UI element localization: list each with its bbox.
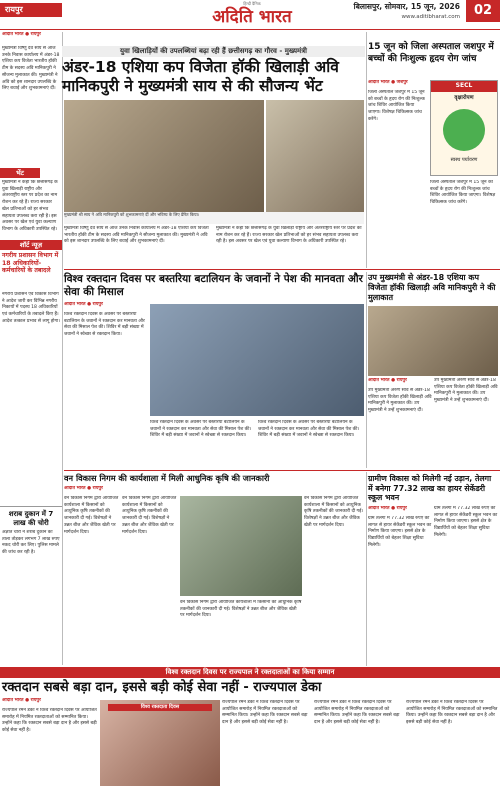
divider bbox=[64, 470, 500, 471]
forest-body-col2: वन विकास निगम द्वारा आयोजित कार्यशाला में किसानों को आधुनिक कृषि तकनीकों की जानकारी दी गई। विशेषज्ञों ने उन्नत बीज और जैविक खेती पर मार्गदर्शन दिया। bbox=[122, 496, 177, 535]
shortnews-title: नगरीय प्रशासन विभाग में 18 अधिकारियों-कर्मचारियों के तबादले bbox=[2, 252, 59, 275]
jashpur-body: जिला अस्पताल जशपुर में 15 जून को बच्चों के हृदय रोग की निःशुल्क जांच शिविर आयोजित किया जाएगा। विशेषज्ञ चिकित्सक जांच करेंगे। bbox=[368, 90, 425, 122]
masthead[interactable] bbox=[182, 1, 322, 27]
divider bbox=[64, 269, 500, 270]
page-header bbox=[0, 0, 500, 30]
shortnews-head: शॉर्ट न्यूज़ bbox=[0, 240, 62, 250]
forest-body-col3: वन विकास निगम द्वारा आयोजित कार्यशाला में किसानों को आधुनिक कृषि तकनीकों की जानकारी दी गई। विशेषज्ञों ने उन्नत बीज और जैविक खेती पर मार्गदर्शन दिया। bbox=[180, 600, 302, 619]
bottom-body-col1: राज्यपाल रमेन डेका ने विश्व रक्तदान दिवस पर आयोजित समारोह में नियमित रक्तदाताओं को सम्मानित किया। उन्होंने कहा कि रक्तदान सबसे बड़ा दान है और इससे बड़ी कोई सेवा नहीं है। bbox=[2, 708, 97, 734]
advertisement[interactable] bbox=[430, 80, 498, 176]
theft-title: शराब दुकान में 7 लाख की चोरी bbox=[8, 510, 54, 527]
column-rule bbox=[366, 32, 367, 268]
column-rule bbox=[62, 32, 63, 665]
shortnews-body: नगरीय प्रशासन एवं विकास विभाग ने आदेश जारी कर विभिन्न नगरीय निकायों में पदस्थ 18 अधिकारियों एवं कर्मचारियों के तबादले किए हैं। आदेश तत्काल प्रभाव से लागू होगा। bbox=[2, 292, 60, 324]
lead-caption: मुख्यमंत्री श्री साय ने अवि मानिकपुरी को शुभकामनाएं दीं और भविष्य के लिए प्रेरित किया। bbox=[64, 212, 364, 224]
forest-photo[interactable] bbox=[180, 496, 302, 596]
forest-body-col4: वन विकास निगम द्वारा आयोजित कार्यशाला में किसानों को आधुनिक कृषि तकनीकों की जानकारी दी गई। विशेषज्ञों ने उन्नत बीज और जैविक खेती पर मार्गदर्शन दिया। bbox=[304, 496, 364, 528]
lead-photo-2[interactable] bbox=[266, 100, 364, 212]
lead-kicker: युवा खिलाड़ियों की उपलब्धियां बढ़ा रही हैं छत्तीसगढ़ का गौरव - मुख्यमंत्री bbox=[62, 46, 365, 57]
masthead-logo: अदिति भारत bbox=[212, 6, 292, 27]
bottom-body-col2: राज्यपाल रमेन डेका ने विश्व रक्तदान दिवस पर आयोजित समारोह में नियमित रक्तदाताओं को सम्मानित किया। उन्होंने कहा कि रक्तदान सबसे बड़ा दान है और इससे बड़ी कोई सेवा नहीं है। bbox=[222, 700, 308, 726]
rural-headline[interactable]: ग्रामीण विकास को मिलेगी नई उड़ान, तेलगा में बनेगा 77.32 लाख का हायर सेकेंडरी स्कूल भवन bbox=[368, 474, 492, 503]
dateline bbox=[354, 2, 460, 22]
bottom-kicker: विश्व रक्तदान दिवस पर राज्यपाल ने रक्तदाताओं का किया सम्मान bbox=[0, 667, 500, 678]
forest-headline[interactable]: वन विकास निगम की कार्यशाला में मिली आधुनिक कृषि की जानकारी bbox=[64, 473, 270, 483]
banner-text: विश्व रक्तदाता दिवस bbox=[108, 704, 212, 711]
city-label: रायपुर bbox=[0, 3, 62, 17]
bottom-byline: अदिति भारत ● रायपुर bbox=[2, 698, 41, 703]
lead-photo[interactable] bbox=[64, 100, 264, 212]
forest-byline: अदिति भारत ● रायपुर bbox=[64, 486, 103, 491]
bottom-body-col3: राज्यपाल रमेन डेका ने विश्व रक्तदान दिवस पर आयोजित समारोह में नियमित रक्तदाताओं को सम्मानित किया। उन्होंने कहा कि रक्तदान सबसे बड़ा दान है और इससे बड़ी कोई सेवा नहीं है। bbox=[314, 700, 400, 726]
lead-headline[interactable]: अंडर-18 एशिया कप विजेता हॉकी खिलाड़ी अवि मानिकपुरी ने मुख्यमंत्री साय से की सौजन्य भेंट bbox=[62, 58, 339, 95]
jashpur-headline[interactable]: 15 जून को जिला अस्पताल जशपुर में बच्चों की निःशुल्क हृदय रोग जांच bbox=[368, 42, 494, 64]
rural-body-2: ग्राम तेलगा में 77.32 लाख रुपए की लागत से हायर सेकेंडरी स्कूल भवन का निर्माण किया जाएगा। इससे क्षेत्र के विद्यार्थियों को बेहतर शिक्षा सुविधा मिलेगी। bbox=[434, 506, 498, 538]
jashpur-body-2: जिला अस्पताल जशपुर में 15 जून को बच्चों के हृदय रोग की निःशुल्क जांच शिविर आयोजित किया जाएगा। विशेषज्ञ चिकित्सक जांच करेंगे। bbox=[430, 180, 496, 206]
blood-body-col3: विश्व रक्तदान दिवस के अवसर पर बस्तरिया बटालियन के जवानों ने रक्तदान कर मानवता और सेवा की मिसाल पेश की। शिविर में बड़ी संख्या में जवानों ने स्वेच्छा से रक्तदान किया। bbox=[258, 420, 360, 439]
issue-date: बिलासपुर, सोमवार, 15 जून, 2026 bbox=[353, 2, 460, 11]
tree-icon bbox=[443, 109, 485, 151]
column-rule bbox=[366, 472, 367, 666]
lead-subhead: भेंट bbox=[0, 168, 40, 178]
blood-headline[interactable]: विश्व रक्तदान दिवस पर बस्तरिया बटालियन के जवानों ने पेश की मानवता और सेवा की मिसाल bbox=[64, 273, 363, 298]
deputy-cm-photo[interactable] bbox=[368, 306, 498, 376]
website-link[interactable]: www.aditibharat.com bbox=[401, 14, 460, 20]
deputy-cm-byline: अदिति भारत ● रायपुर bbox=[368, 378, 407, 383]
lead-left-cont: मुख्यमंत्री ने कहा कि छत्तीसगढ़ के युवा खिलाड़ी राष्ट्रीय और अंतरराष्ट्रीय स्तर पर प्रदेश का नाम रोशन कर रहे हैं। राज्य सरकार खेल प्रतिभाओं को हर संभव सहायता उपलब्ध करा रही है। इस अवसर पर खेल एवं युवा कल्याण विभाग के अधिकारी उपस्थित रहे। bbox=[2, 180, 58, 232]
bottom-headline[interactable]: रक्तदान सबसे बड़ा दान, इससे बड़ी कोई सेवा नहीं - राज्यपाल डेका bbox=[2, 680, 322, 695]
ad-subtitle: वृक्षारोपण bbox=[454, 94, 474, 101]
blood-byline: अदिति भारत ● रायपुर bbox=[64, 302, 103, 307]
jashpur-byline: अदिति भारत ● जशपुर bbox=[368, 80, 408, 85]
deputy-cm-body-1: उप मुख्यमंत्री अरुण साव से अंडर-18 एशिया कप विजेता हॉकी खिलाड़ी अवि मानिकपुरी ने मुलाकात की। उप मुख्यमंत्री ने उन्हें शुभकामनाएं दीं। bbox=[368, 388, 432, 414]
bottom-body-col4: राज्यपाल रमेन डेका ने विश्व रक्तदान दिवस पर आयोजित समारोह में नियमित रक्तदाताओं को सम्मानित किया। उन्होंने कहा कि रक्तदान सबसे बड़ा दान है और इससे बड़ी कोई सेवा नहीं है। bbox=[406, 700, 498, 726]
forest-body-col1: वन विकास निगम द्वारा आयोजित कार्यशाला में किसानों को आधुनिक कृषि तकनीकों की जानकारी दी गई। विशेषज्ञों ने उन्नत बीज और जैविक खेती पर मार्गदर्शन दिया। bbox=[64, 496, 119, 535]
bottom-photo[interactable] bbox=[100, 700, 220, 786]
divider bbox=[0, 506, 62, 507]
lead-left-text: मुख्यमंत्री विष्णु देव साय से आज उनके निवास कार्यालय में अंडर-18 एशिया कप विजेता भारतीय हॉकी टीम के सदस्य अवि मानिकपुरी ने सौजन्य मुलाकात की। मुख्यमंत्री ने अवि को इस शानदार उपलब्धि के लिए बधाई और शुभकामनाएं दीं। bbox=[2, 46, 60, 92]
deputy-cm-headline[interactable]: उप मुख्यमंत्री से अंडर-18 एशिया कप विजेता हॉकी खिलाड़ी अवि मानिकपुरी ने की मुलाकात bbox=[368, 273, 496, 302]
page-number: 02 bbox=[466, 0, 500, 22]
deputy-cm-body-2: उप मुख्यमंत्री अरुण साव से अंडर-18 एशिया कप विजेता हॉकी खिलाड़ी अवि मानिकपुरी ने मुलाकात की। उप मुख्यमंत्री ने उन्हें शुभकामनाएं दीं। bbox=[434, 378, 498, 404]
ad-title: SECL bbox=[431, 81, 497, 92]
masthead-tagline: हिन्दी दैनिक bbox=[243, 1, 261, 6]
ad-text: स्वस्थ पर्यावरण bbox=[450, 156, 478, 163]
blood-body-col2: विश्व रक्तदान दिवस के अवसर पर बस्तरिया बटालियन के जवानों ने रक्तदान कर मानवता और सेवा की मिसाल पेश की। शिविर में बड़ी संख्या में जवानों ने स्वेच्छा से रक्तदान किया। bbox=[150, 420, 252, 439]
blood-photo[interactable] bbox=[150, 304, 364, 416]
lead-body-col1: मुख्यमंत्री विष्णु देव साय से आज उनके निवास कार्यालय में अंडर-18 एशिया कप विजेता भारतीय हॉकी टीम के सदस्य अवि मानिकपुरी ने सौजन्य मुलाकात की। मुख्यमंत्री ने अवि को इस शानदार उपलब्धि के लिए बधाई और शुभकामनाएं दीं। bbox=[64, 226, 209, 245]
lead-body-col2: मुख्यमंत्री ने कहा कि छत्तीसगढ़ के युवा खिलाड़ी राष्ट्रीय और अंतरराष्ट्रीय स्तर पर प्रदेश का नाम रोशन कर रहे हैं। राज्य सरकार खेल प्रतिभाओं को हर संभव सहायता उपलब्ध करा रही है। इस अवसर पर खेल एवं युवा कल्याण विभाग के अधिकारी उपस्थित रहे। bbox=[216, 226, 362, 245]
theft-body: अज्ञात चोरों ने शराब दुकान का ताला तोड़कर लगभग 7 लाख रुपए नकद चोरी कर लिए। पुलिस मामले की जांच कर रही है। bbox=[2, 530, 60, 556]
rural-byline: अदिति भारत ● रायपुर bbox=[368, 506, 407, 511]
rural-body-1: ग्राम तेलगा में 77.32 लाख रुपए की लागत से हायर सेकेंडरी स्कूल भवन का निर्माण किया जाएगा। इससे क्षेत्र के विद्यार्थियों को बेहतर शिक्षा सुविधा मिलेगी। bbox=[368, 516, 432, 548]
blood-body-col1: विश्व रक्तदान दिवस के अवसर पर बस्तरिया बटालियन के जवानों ने रक्तदान कर मानवता और सेवा की मिसाल पेश की। शिविर में बड़ी संख्या में जवानों ने स्वेच्छा से रक्तदान किया। bbox=[64, 312, 145, 338]
column-rule bbox=[366, 272, 367, 468]
lead-byline: अदिति भारत ● रायपुर bbox=[2, 32, 41, 37]
